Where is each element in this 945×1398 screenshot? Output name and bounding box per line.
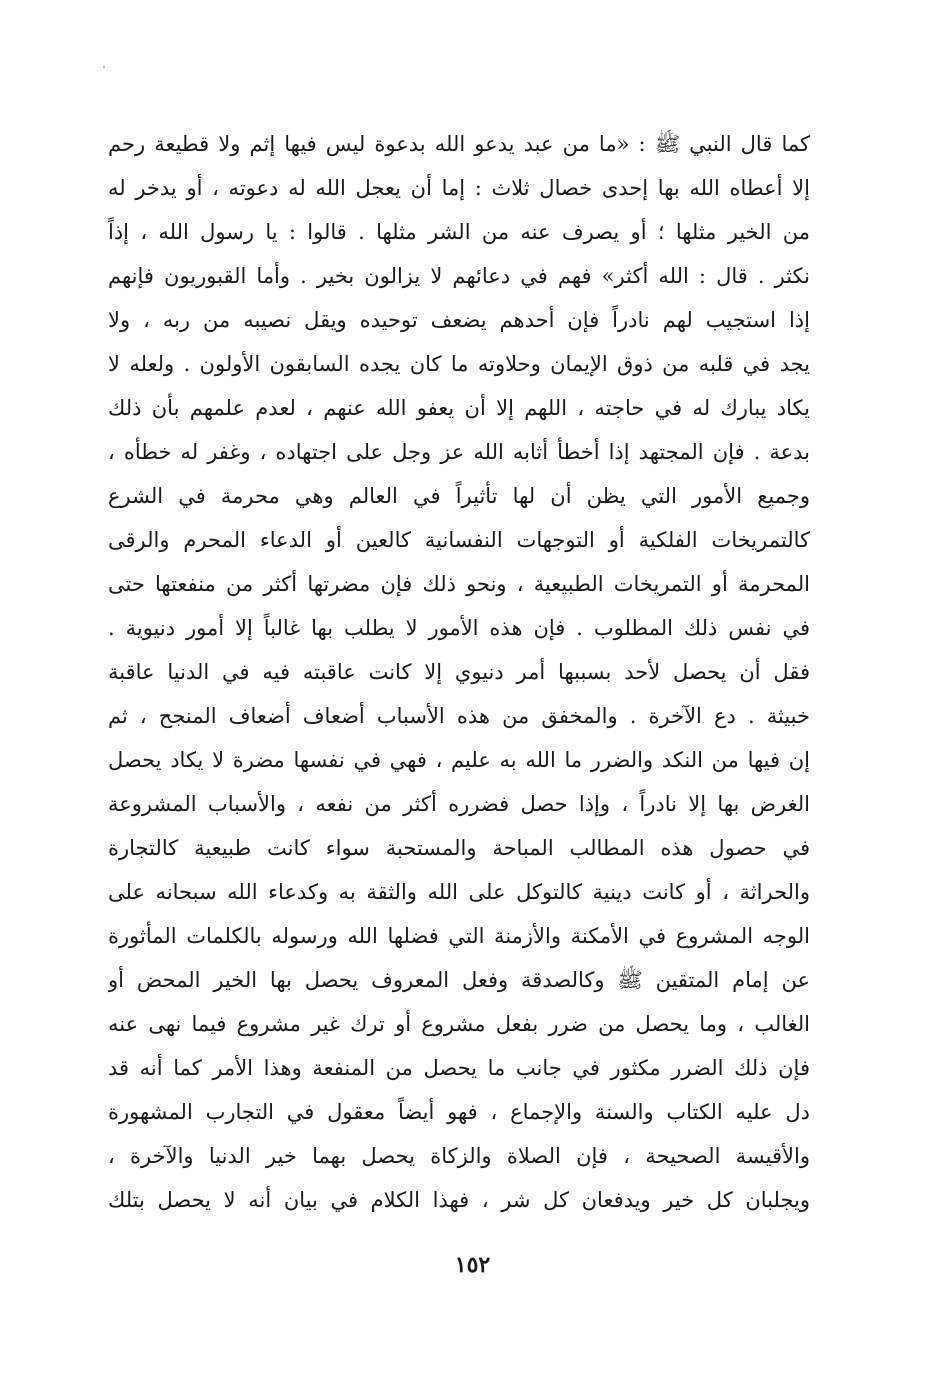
text-line: كالتمريخات الفلكية أو التوجهات النفسانية كالعين أو الدعاء المحرم والرقى (108, 528, 810, 552)
text-line: الغالب ، وما يحصل من ضرر بفعل مشروع أو ترك غير مشروع فيما نهى عنه (108, 1012, 810, 1036)
text-line: يكاد يبارك له في حاجته ، اللهم إلا أن يعفو الله عنهم ، لعدم علمهم بأن ذلك (108, 396, 810, 420)
scan-speck (103, 66, 105, 68)
text-line: إذا استجيب لهم نادراً فإن أحدهم يضعف توحيده ويقل نصيبه من ربه ، ولا (108, 308, 810, 332)
text-line: كما قال النبي ﷺ : «ما من عبد يدعو الله بدعوة ليس فيها إثم ولا قطيعة رحم (108, 132, 810, 156)
text-line: نكثر . قال : الله أكثر» فهم في دعائهم لا يزالون بخير . وأما القبوريون فإنهم (108, 264, 810, 288)
body-text (108, 122, 810, 1222)
text-line: الغرض بها إلا نادراً ، وإذا حصل فضرره أكثر من نفعه ، والأسباب المشروعة (108, 792, 810, 816)
text-line: من الخير مثلها ؛ أو يصرف عنه من الشر مثلها . قالوا : يا رسول الله ، إذاً (108, 220, 810, 244)
text-line: خبيثة . دع الآخرة . والمخفق من هذه الأسباب أضعاف أضعاف المنجح ، ثم (108, 704, 810, 728)
text-line: الوجه المشروع في الأمكنة والأزمنة التي فضلها الله ورسوله بالكلمات المأثورة (108, 924, 810, 948)
text-line: فقل أن يحصل لأحد بسببها أمر دنيوي إلا كانت عاقبته فيه في الدنيا عاقبة (108, 660, 810, 684)
text-line: والأقيسة الصحيحة ، فإن الصلاة والزكاة يحصل بهما خير الدنيا والآخرة ، (108, 1144, 810, 1168)
text-line: وجميع الأمور التي يظن أن لها تأثيراً في العالم وهي محرمة في الشرع (108, 484, 810, 508)
text-line: إلا أعطاه الله بها إحدى خصال ثلاث : إما أن يعجل الله له دعوته ، أو يدخر له (108, 176, 810, 200)
text-line: بدعة . فإن المجتهد إذا أخطأ أثابه الله عز وجل على اجتهاده ، وغفر له خطأه ، (108, 440, 810, 464)
text-line: المحرمة أو التمريخات الطبيعية ، ونحو ذلك فإن مضرتها أكثر من منفعتها حتى (108, 572, 810, 596)
page-number: ١٥٢ (454, 1252, 491, 1278)
text-line: والحراثة ، أو كانت دينية كالتوكل على الله والثقة به وكدعاء الله سبحانه على (108, 880, 810, 904)
text-line: عن إمام المتقين ﷺ وكالصدقة وفعل المعروف يحصل بها الخير المحض أو (108, 968, 810, 992)
text-line: دل عليه الكتاب والسنة والإجماع ، فهو أيضاً معقول في التجارب المشهورة (108, 1100, 810, 1124)
text-line: ويجلبان كل خير ويدفعان كل شر ، فهذا الكلام في بيان أنه لا يحصل بتلك (108, 1188, 810, 1212)
text-line: في حصول هذه المطالب المباحة والمستحبة سواء كانت طبيعية كالتجارة (108, 836, 810, 860)
text-line: فإن ذلك الضرر مكثور في جانب ما يحصل من المنفعة وهذا الأمر كما أنه قد (108, 1056, 810, 1080)
text-line: يجد في قلبه من ذوق الإيمان وحلاوته ما كان يجده السابقون الأولون . ولعله لا (108, 352, 810, 376)
text-line: إن فيها من النكد والضرر ما الله به عليم ، فهي في نفسها مضرة لا يكاد يحصل (108, 748, 810, 772)
text-line: في نفس ذلك المطلوب . فإن هذه الأمور لا يطلب بها غالباً إلا أمور دنيوية . (108, 616, 810, 640)
